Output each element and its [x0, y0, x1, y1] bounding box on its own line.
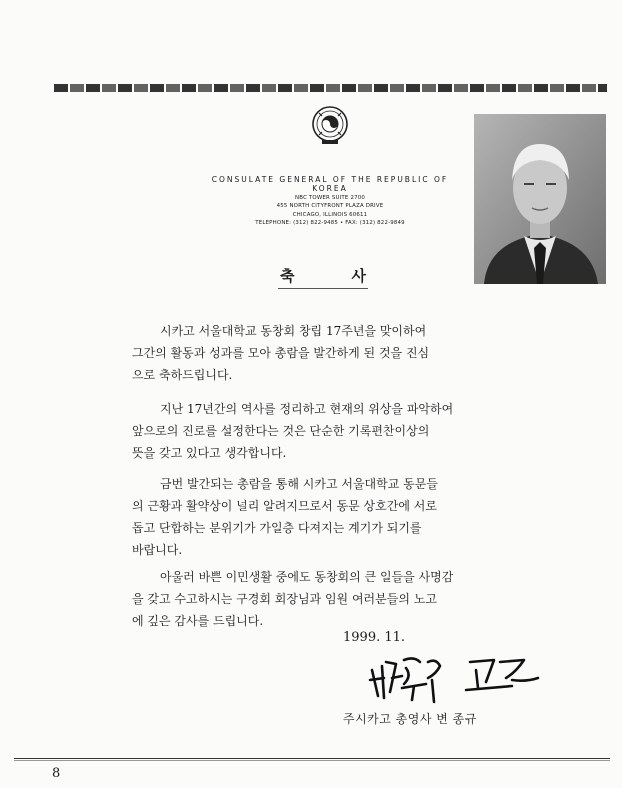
text-line: 돕고 단합하는 분위기가 가일층 다져지는 계기가 되기를	[132, 521, 422, 535]
contact-line: TELEPHONE: (312) 822-9485 • FAX: (312) 822-9849	[255, 219, 405, 226]
heading-char: 축	[280, 267, 295, 285]
address-line: CHICAGO, ILLINOIS 60611	[292, 211, 368, 218]
text-line: 뜻을 갖고 있다고 생각합니다.	[132, 446, 287, 460]
text-line: 의 근황과 활약상이 널리 알려지므로서 동문 상호간에 서로	[132, 499, 437, 513]
footer-rule	[14, 758, 610, 759]
address-line: NBC TOWER SUITE 2700	[295, 195, 365, 202]
letterhead	[200, 176, 460, 226]
text-line: 지난 17년간의 역사를 정리하고 현재의 위상을 파악하여	[160, 402, 454, 416]
letter-date: 1999. 11.	[343, 630, 406, 645]
handwritten-signature	[366, 648, 546, 708]
document-heading	[278, 265, 368, 289]
address-line: 455 NORTH CITYFRONT PLAZA DRIVE	[276, 203, 384, 210]
consulate-seal-icon	[310, 105, 350, 145]
paragraph-1	[132, 320, 532, 386]
text-line: 을 갖고 수고하시는 구경회 회장님과 임원 여러분들의 노고	[132, 592, 437, 606]
paragraph-3	[132, 473, 532, 561]
paragraph-4	[132, 566, 532, 632]
text-line: 아울러 바쁜 이민생활 중에도 동창회의 큰 일들을 사명감	[160, 570, 454, 584]
text-line: 바랍니다.	[132, 543, 183, 557]
text-line: 시카고 서울대학교 동창회 창립 17주년을 맞이하여	[160, 324, 427, 338]
text-line: 금번 발간되는 총람을 통해 시카고 서울대학교 동문들	[160, 477, 438, 491]
signer-name-title: 주시카고 총영사 변 종규	[343, 712, 477, 726]
paragraph-2	[132, 398, 532, 464]
consul-general-portrait	[474, 114, 606, 284]
consulate-name: CONSULATE GENERAL OF THE REPUBLIC OF KOREA	[211, 175, 449, 193]
text-line: 으로 축하드립니다.	[132, 368, 233, 382]
footer-rule	[14, 760, 610, 761]
text-line: 그간의 활동과 성과를 모아 총람을 발간하게 된 것을 진심	[132, 346, 430, 360]
heading-char: 사	[351, 267, 366, 285]
page-number: 8	[52, 766, 61, 781]
text-line: 앞으로의 진로를 설정한다는 것은 단순한 기록편찬이상의	[132, 424, 430, 438]
header-decorative-rule	[54, 84, 607, 92]
text-line: 에 깊은 감사를 드립니다.	[132, 614, 264, 628]
